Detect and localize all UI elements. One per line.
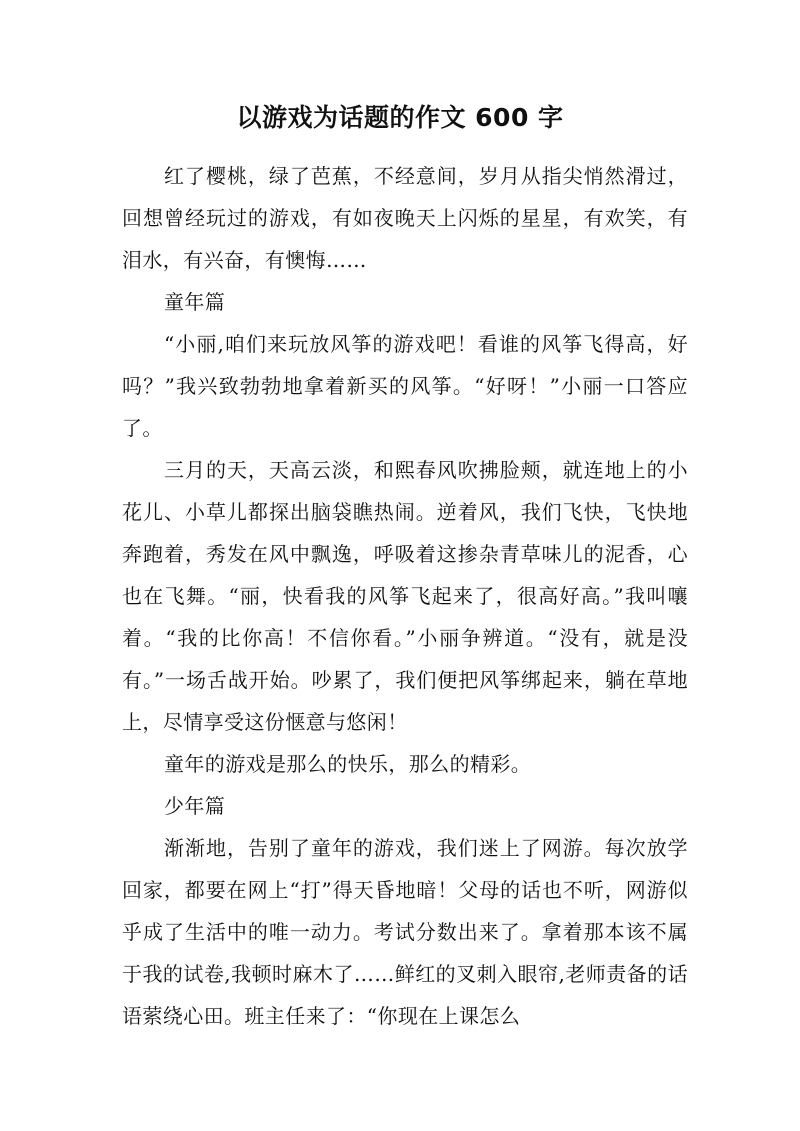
document-title: 以游戏为话题的作文 600 字 [236,103,564,132]
paragraph-intro: 红了樱桃，绿了芭蕉，不经意间，岁月从指尖悄然滑过，回想曾经玩过的游戏，有如夜晚天上闪烁的星星，有欢笑，有泪水，有兴奋，有懊悔…… [122,164,688,272]
paragraph-kite-flying: 三月的天，天高云淡，和熙春风吹拂脸颊，就连地上的小花儿、小草儿都探出脑袋瞧热闹。逆着风，我们飞快，飞快地奔跑着，秀发在风中飘逸，呼吸着这掺杂青草味儿的泥香，心也在飞舞。“丽，快看我的风筝飞起来了，很高好高。”我叫嚷着。“我的比你高！不信你看。”小丽争辨道。“没有，就是没有。”一场舌战开始。吵累了，我们便把风筝绑起来，躺在草地上，尽情享受这份惬意与悠闲！ [122,458,688,734]
paragraph-online-games: 渐渐地，告别了童年的游戏，我们迷上了网游。每次放学回家，都要在网上“打”得天昏地暗！父母的话也不听，网游似乎成了生活中的唯一动力。考试分数出来了。拿着那本该不属于我的试卷,我顿时麻木了……鲜红的叉刺入眼帘,老师责备的话语萦绕心田。班主任来了：“你现在上课怎么 [122,836,688,1028]
document-body [122,155,688,1037]
section-heading-childhood: 童年篇 [164,290,226,314]
paragraph-childhood-summary: 童年的游戏是那么的快乐，那么的精彩。 [164,752,532,776]
section-heading-youth: 少年篇 [164,794,226,818]
paragraph-kite-invitation: “小丽,咱们来玩放风筝的游戏吧！看谁的风筝飞得高，好吗？”我兴致勃勃地拿着新买的风筝。“好呀！”小丽一口答应了。 [122,332,688,440]
